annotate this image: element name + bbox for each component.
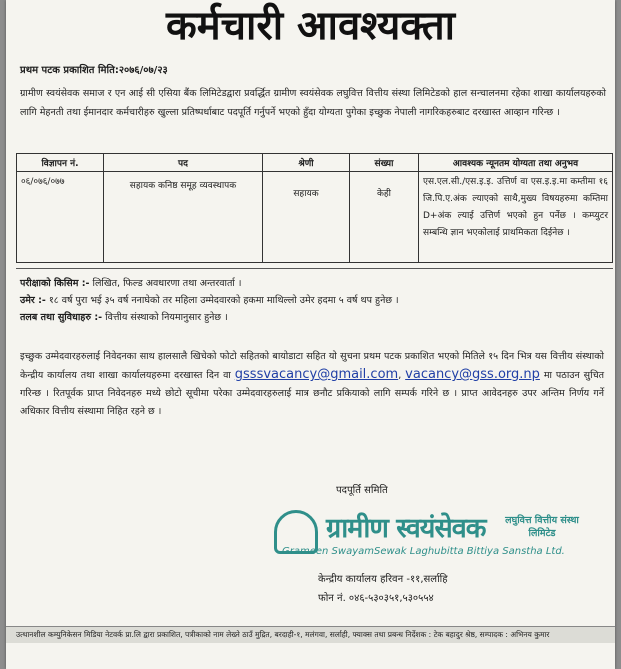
salary-value: वित्तीय संस्थाको नियमानुसार हुनेछ ।	[105, 312, 228, 323]
header-count: संख्या	[350, 154, 419, 172]
header-level: श्रेणी	[263, 154, 350, 172]
apply-text-1: इच्छुक उम्मेदवारहरुलाई निवेदनका साथ हालसालै खिचेको फोटो सहितको बायोडाटा सहित यो सुचना प्रथम पटक प्रकाशित भएको मितिले १५ दिन भित्र यस वित्तीय संस्थाको केन्द्रीय कार्यालय तथा शाखा कार्यालयहरुमा दरखास्त दिन वा	[20, 351, 604, 381]
cell-post: सहायक कनिष्ठ समूह व्यवस्थापक	[104, 172, 263, 263]
logo-english-name: Grameen SwayamSewak Laghubitta Bittiya Sanstha Ltd.	[282, 546, 565, 557]
salary-label: तलब तथा सुविधाहरु :-	[20, 312, 103, 323]
age-label: उमेर :-	[20, 295, 46, 306]
header-requirement: आवश्यक न्यूनतम योग्यता तथा अनुभव	[419, 154, 613, 172]
application-instructions	[20, 348, 604, 421]
office-address: केन्द्रीय कार्यालय हरिवन -११,सर्लाहि	[318, 574, 448, 585]
email-link-1[interactable]: gsssvacancy@gmail.com	[234, 367, 399, 382]
intro-paragraph: ग्रामीण स्वयंसेवक समाज र एन आई सी एसिया बैंक लिमिटेडद्वारा प्रवर्द्धित ग्रामीण स्वयंसेवक लघुवित्त वित्तीय संस्था लिमिटेडको हाल सन्चालनमा रहेका शाखा कार्यालयहरुको लागि मेहनती तथा ईमानदार कर्मचारीहरु खुल्ला प्रतिष्पर्धाबाट पदपूर्ति गर्नुपर्ने भएको हुँदा योग्यता पुगेका इच्छुक नेपाली नागरिकहरुबाट दरखास्त आव्हान गरिन्छ ।	[20, 88, 606, 118]
cell-count: केही	[350, 172, 419, 263]
table-row	[17, 172, 613, 263]
vacancy-table	[16, 153, 613, 263]
header-ad-no: विज्ञापन नं.	[17, 154, 104, 172]
age-requirement	[20, 293, 606, 309]
cell-requirement: एस.एल.सी./एस.इ.इ. उत्तिर्ण वा एस.इ.इ.मा कम्तीमा १६ जि.पि.ए.अंक ल्याएको साथै,मुख्य विषयहरुमा कम्तिमा D+अंक ल्याई उत्तिर्ण भएको हुन पर्नेछ । कम्प्युटर सम्बन्धि ज्ञान भएकोलाई प्राथमिकता दिईनेछ ।	[419, 172, 613, 263]
cell-level: सहायक	[263, 172, 350, 263]
notice-paper	[6, 0, 615, 669]
office-phone: फोन नं. ०४६-५३०३५१,५३०५५४	[318, 593, 434, 604]
exam-label: परीक्षाको किसिम :-	[20, 278, 90, 289]
logo-subtitle: लघुवित्त वित्तीय संस्था लिमिटेड	[505, 515, 579, 539]
divider	[16, 268, 613, 269]
cell-ad-no: ०६/०७६/०७७	[17, 172, 104, 263]
office-details	[318, 570, 448, 608]
email-link-2[interactable]: vacancy@gss.org.np	[405, 367, 540, 382]
exam-type	[20, 276, 606, 292]
notice-title: कर्मचारी आवश्यक्ता	[166, 2, 455, 49]
email-separator: ,	[398, 370, 402, 381]
age-value: १८ वर्ष पुरा भई ३५ वर्ष ननाघेको तर महिला उम्मेदवारको हकमा माथिल्लो उमेर हदमा ५ वर्ष थप हुनेछ ।	[48, 295, 399, 306]
exam-value: लिखित, फिल्ड अवधारणा तथा अन्तरवार्ता ।	[92, 278, 242, 289]
publication-date: प्रथम पटक प्रकाशित मिति:२०७६/०७/२३	[20, 65, 168, 76]
publisher-footer: उत्थानशील कम्युनिकेसन मिडिया नेटवर्क प्रा.लि द्वारा प्रकाशित, पत्रीकाको नाम लेख्ने ठाउँ मुद्रित, बरदाही-१, मलंगवा, सर्लाही, फ्याक्स तथा प्रबन्ध निर्देशक : टेक बहादुर श्रेष्ठ, सम्पादक : अभिनय कुमार	[6, 626, 615, 643]
header-post: पद	[104, 154, 263, 172]
committee-signature: पदपूर्ति समिति	[336, 485, 388, 496]
organization-logo	[274, 510, 584, 562]
apply-text-2: मा पठाउन सुचित गरिन्छ । रितपूर्वक प्राप्त निवेदनहरु मध्ये छोटो सूचीमा परेका उम्मेदवारहरुलाई मात्र छनौट प्रकियाको लागि सम्पर्क गरिने छ । प्राप्त आवेदनहरु उपर अन्तिम निर्णय गर्ने अधिकार वित्तीय संस्थामा निहित रहने छ ।	[20, 370, 605, 417]
logo-name: ग्रामीण स्वयंसेवक	[326, 513, 486, 544]
salary-benefits	[20, 310, 606, 326]
table-header-row	[17, 154, 613, 172]
